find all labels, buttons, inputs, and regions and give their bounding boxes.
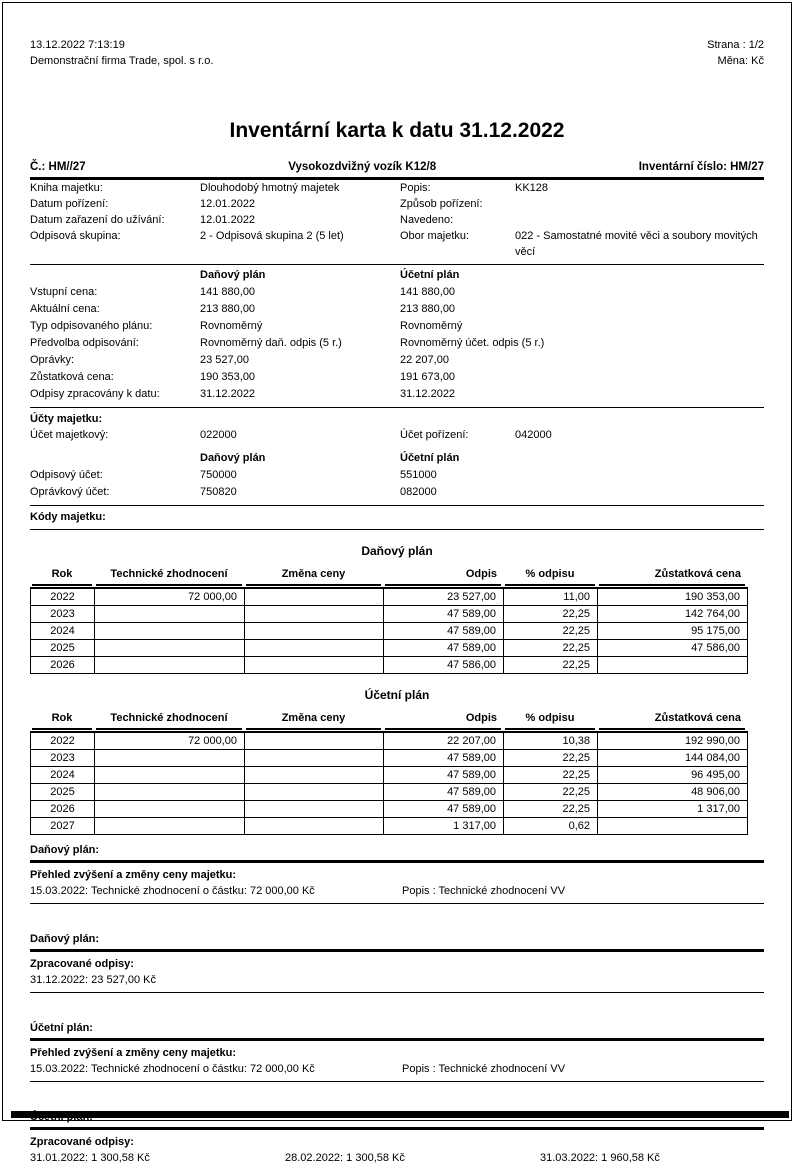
table-row [31,818,748,835]
cell-zmena-ceny [245,732,384,750]
cell-zmena-ceny [245,767,384,784]
cell-technicke-zhodnoceni [95,750,245,767]
cell-zmena-ceny [245,588,384,606]
asset-info-row [30,196,764,212]
account-label: Odpisový účet: [30,469,103,481]
accounting-plan-column-title: Účetní plán [400,269,460,281]
cell-odpis: 47 589,00 [384,767,504,784]
print-timestamp: 13.12.2022 7:13:19 [30,39,125,51]
account-label: Účet pořízení: [400,429,469,441]
cell-zustatkova-cena: 48 906,00 [598,784,748,801]
accounts-plan-columns-header [30,450,764,467]
section-line [30,972,764,988]
info-label: Kniha majetku: [30,182,103,194]
plan-section-label: Daňový plán: [30,844,100,856]
cell-rok: 2022 [31,732,95,750]
tax-table-title: Daňový plán [361,544,433,558]
cell-zustatkova-cena: 95 175,00 [598,623,748,640]
tax-value: Rovnoměrný daň. odpis (5 r.) [200,337,342,349]
acc-table-header-row [30,710,747,730]
cell-technicke-zhodnoceni [95,801,245,818]
cell-zmena-ceny [245,657,384,674]
table-row [31,606,748,623]
cell-technicke-zhodnoceni [95,818,245,835]
cell-procento-odpisu: 22,25 [504,750,598,767]
table-row [31,750,748,767]
accounts-section-title: Účty majetku: [30,413,103,425]
tax-value: 750820 [200,486,237,498]
inventory-number: Inventární číslo: HM/27 [638,161,764,173]
detail-label: Odpisy zpracovány k datu: [30,388,160,400]
info-label: Odpisová skupina: [30,230,121,242]
page-header-right [707,37,764,69]
cell-zustatkova-cena: 1 317,00 [598,801,748,818]
table-row [31,588,748,606]
section-heading: Zpracované odpisy: [30,958,134,970]
cell-zustatkova-cena: 96 495,00 [598,767,748,784]
depreciation-entry: 28.02.2022: 1 300,58 Kč [285,1152,405,1164]
cell-technicke-zhodnoceni [95,606,245,623]
depreciation-entry: 31.03.2022: 1 960,58 Kč [540,1152,660,1164]
cell-procento-odpisu: 0,62 [504,818,598,835]
section-note [402,972,764,988]
info-label: Způsob pořízení: [400,198,483,210]
cell-rok: 2023 [31,606,95,623]
plan-detail-row [30,284,764,301]
cell-zustatkova-cena [598,818,748,835]
company-name: Demonstrační firma Trade, spol. s r.o. [30,55,214,67]
section-line [30,883,764,899]
info-value: 022 - Samostatné movité věci a soubory movitých věcí [515,230,758,258]
cell-rok: 2026 [31,801,95,818]
cell-technicke-zhodnoceni: 72 000,00 [95,588,245,606]
section-heading: Zpracované odpisy: [30,1136,134,1148]
tax-value: 750000 [200,469,237,481]
acc-value: 22 207,00 [400,354,449,366]
plan-section-label: Účetní plán: [30,1022,93,1034]
info-label: Popis: [400,182,431,194]
cell-odpis: 47 589,00 [384,640,504,657]
cell-zustatkova-cena: 192 990,00 [598,732,748,750]
cell-odpis: 47 589,00 [384,623,504,640]
plan-detail-row [30,369,764,386]
footer-bar [11,1111,789,1118]
tax-value: Rovnoměrný [200,320,263,332]
spacer [30,1082,764,1102]
cell-procento-odpisu: 22,25 [504,640,598,657]
plan-detail-row [30,386,764,403]
separator-line [30,529,764,530]
acc-value: 141 880,00 [400,286,456,298]
cell-zmena-ceny [245,750,384,767]
report-content [30,37,764,1166]
cell-odpis: 47 589,00 [384,801,504,818]
plan-detail-row [30,352,764,369]
tax-value: 141 880,00 [200,286,256,298]
info-value: KK128 [515,182,549,194]
col-header-technicke-zhodnoceni: Technické zhodnocení [96,710,242,730]
account-label: Oprávkový účet: [30,486,110,498]
plan-detail-row [30,318,764,335]
separator-line [30,407,764,408]
acc-table-body [30,731,748,835]
cell-technicke-zhodnoceni [95,640,245,657]
acc-value: Rovnoměrný účet. odpis (5 r.) [400,337,545,349]
cell-procento-odpisu: 11,00 [504,588,598,606]
cell-zmena-ceny [245,801,384,818]
detail-label: Aktuální cena: [30,303,100,315]
cell-rok: 2026 [31,657,95,674]
cell-rok: 2024 [31,767,95,784]
cell-rok: 2024 [31,623,95,640]
asset-info-row [30,180,764,196]
table-row [31,767,748,784]
acc-value: 191 673,00 [400,371,456,383]
col-header-rok: Rok [32,710,92,730]
info-value: 12.01.2022 [200,198,256,210]
info-value: 2 - Odpisová skupina 2 (5 let) [200,230,344,242]
cell-rok: 2027 [31,818,95,835]
cell-zmena-ceny [245,818,384,835]
table-row [31,784,748,801]
cell-zustatkova-cena: 47 586,00 [598,640,748,657]
separator-thick [30,860,764,863]
asset-info-row [30,212,764,228]
detail-label: Vstupní cena: [30,286,98,298]
acc-value: 31.12.2022 [400,388,456,400]
col-header-zustatkova-cena: Zůstatková cena [599,710,745,730]
section-text: 31.12.2022: 23 527,00 Kč [30,974,156,986]
report-page [2,2,792,1164]
info-value [515,196,764,212]
detail-label: Oprávky: [30,354,75,366]
cell-odpis: 23 527,00 [384,588,504,606]
section-heading: Přehled zvýšení a změny ceny majetku: [30,869,237,881]
cell-procento-odpisu: 10,38 [504,732,598,750]
plan-detail-row [30,335,764,352]
plan-columns-header [30,267,764,284]
codes-section-title: Kódy majetku: [30,511,106,523]
separator-thick [30,1127,764,1130]
spacer [30,993,764,1013]
accounts-row [30,427,764,443]
section-note: Popis : Technické zhodnocení VV [402,1063,566,1075]
account-label: Účet majetkový: [30,429,109,441]
account-value: 042000 [515,429,552,441]
separator-thick [30,949,764,952]
tax-plan-column-title: Daňový plán [200,269,266,281]
accounting-plan-column-title: Účetní plán [400,452,460,464]
cell-technicke-zhodnoceni: 72 000,00 [95,732,245,750]
table-row [31,732,748,750]
page-header [30,37,764,69]
info-value: Dlouhodobý hmotný majetek [200,182,340,194]
section-heading: Přehled zvýšení a změny ceny majetku: [30,1047,237,1059]
page-header-left [30,37,213,69]
col-header-technicke-zhodnoceni: Technické zhodnocení [96,566,242,586]
document-title: Inventární karta k datu 31.12.2022 [229,119,565,142]
tax-value: 213 880,00 [200,303,256,315]
col-header-procento-odpisu: % odpisu [505,710,595,730]
tax-value: 190 353,00 [200,371,256,383]
detail-label: Zůstatková cena: [30,371,114,383]
col-header-zustatkova-cena: Zůstatková cena [599,566,745,586]
detail-label: Předvolba odpisování: [30,337,139,349]
separator-line [30,264,764,265]
plan-detail-row [30,301,764,318]
accounting-plan-table [30,710,747,835]
tax-plan-column-title: Daňový plán [200,452,266,464]
col-header-rok: Rok [32,566,92,586]
cell-procento-odpisu: 22,25 [504,801,598,818]
processed-depreciation-row [30,1150,764,1166]
card-header-row [30,161,764,180]
separator-thick [30,1038,764,1041]
cell-odpis: 47 589,00 [384,750,504,767]
cell-rok: 2025 [31,784,95,801]
asset-name: Vysokozdvižný vozík K12/8 [288,161,437,173]
cell-odpis: 47 586,00 [384,657,504,674]
currency-label: Měna: Kč [717,55,764,67]
cell-zustatkova-cena [598,657,748,674]
tax-table-header-row [30,566,747,586]
cell-odpis: 22 207,00 [384,732,504,750]
col-header-procento-odpisu: % odpisu [505,566,595,586]
cell-zustatkova-cena: 142 764,00 [598,606,748,623]
asset-number: Č.: HM//27 [30,161,86,173]
tax-value: 31.12.2022 [200,388,256,400]
cell-technicke-zhodnoceni [95,784,245,801]
cell-procento-odpisu: 22,25 [504,657,598,674]
depreciation-entry: 31.01.2022: 1 300,58 Kč [30,1152,150,1164]
acc-table-title: Účetní plán [364,688,430,702]
acc-value: 213 880,00 [400,303,456,315]
cell-zustatkova-cena: 144 084,00 [598,750,748,767]
separator-line [30,505,764,506]
cell-zustatkova-cena: 190 353,00 [598,588,748,606]
section-note: Popis : Technické zhodnocení VV [402,885,566,897]
cell-technicke-zhodnoceni [95,767,245,784]
cell-procento-odpisu: 22,25 [504,606,598,623]
info-label: Datum pořízení: [30,198,109,210]
section-text: 15.03.2022: Technické zhodnocení o částku: 72 000,00 Kč [30,1063,315,1075]
table-row [31,640,748,657]
cell-zmena-ceny [245,784,384,801]
table-row [31,623,748,640]
section-line [30,1061,764,1077]
spacer [30,267,200,284]
spacer [30,450,200,467]
plan-section-label: Daňový plán: [30,933,100,945]
col-header-zmena-ceny: Změna ceny [246,566,381,586]
cell-zmena-ceny [245,606,384,623]
cell-procento-odpisu: 22,25 [504,784,598,801]
cell-rok: 2023 [31,750,95,767]
table-row [31,657,748,674]
page-number: Strana : 1/2 [707,39,764,51]
cell-zmena-ceny [245,623,384,640]
cell-odpis: 47 589,00 [384,606,504,623]
cell-procento-odpisu: 22,25 [504,623,598,640]
col-header-odpis: Odpis [385,710,501,730]
account-value: 022000 [200,429,237,441]
cell-odpis: 1 317,00 [384,818,504,835]
tax-table-body [30,587,748,674]
cell-rok: 2022 [31,588,95,606]
tax-plan-table [30,566,747,674]
info-label: Navedeno: [400,214,454,226]
spacer [30,904,764,924]
cell-zmena-ceny [245,640,384,657]
cell-rok: 2025 [31,640,95,657]
cell-technicke-zhodnoceni [95,623,245,640]
cell-technicke-zhodnoceni [95,657,245,674]
info-label: Obor majetku: [400,230,470,242]
accounts-plan-row [30,484,764,501]
table-row [31,801,748,818]
tax-value: 23 527,00 [200,354,249,366]
col-header-zmena-ceny: Změna ceny [246,710,381,730]
info-value [515,212,764,228]
cell-odpis: 47 589,00 [384,784,504,801]
accounts-plan-row [30,467,764,484]
col-header-odpis: Odpis [385,566,501,586]
section-text: 15.03.2022: Technické zhodnocení o částku: 72 000,00 Kč [30,885,315,897]
detail-label: Typ odpisovaného plánu: [30,320,153,332]
asset-info-row [30,228,764,260]
acc-value: Rovnoměrný [400,320,463,332]
info-label: Datum zařazení do užívání: [30,214,165,226]
acc-value: 082000 [400,486,437,498]
cell-procento-odpisu: 22,25 [504,767,598,784]
info-value: 12.01.2022 [200,214,256,226]
acc-value: 551000 [400,469,437,481]
